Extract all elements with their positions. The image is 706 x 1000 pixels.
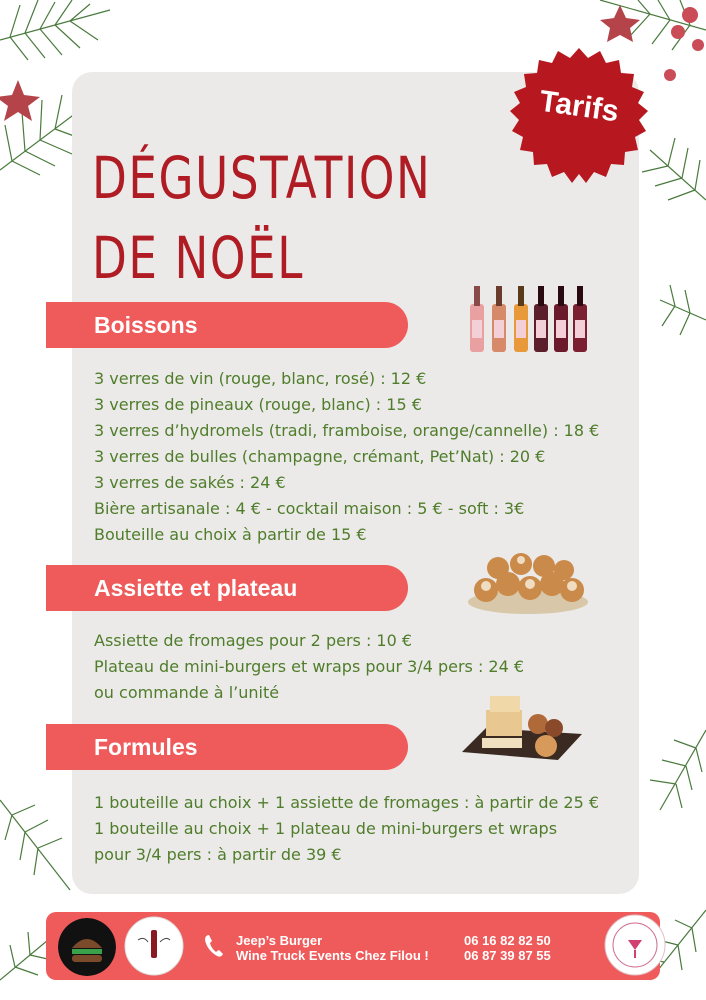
list-item: pour 3/4 pers : à partir de 39 € bbox=[94, 845, 342, 864]
footer-name-2: Wine Truck Events Chez Filou ! bbox=[236, 948, 429, 963]
section-heading-boissons: Boissons bbox=[46, 302, 408, 348]
jeeps-burger-logo bbox=[58, 918, 116, 976]
page-title bbox=[92, 138, 431, 298]
footer-phone-2: 06 87 39 87 55 bbox=[464, 948, 551, 963]
wine-truck-events-logo bbox=[124, 916, 184, 976]
list-item: ou commande à l’unité bbox=[94, 683, 280, 702]
list-item: Plateau de mini-burgers et wraps pour 3/4 pers : 24 € bbox=[94, 657, 525, 676]
list-item: Assiette de fromages pour 2 pers : 10 € bbox=[94, 631, 413, 650]
phone-icon bbox=[204, 934, 224, 958]
footer-name-1: Jeep’s Burger bbox=[236, 933, 323, 948]
list-item: 3 verres de sakés : 24 € bbox=[94, 473, 286, 492]
list-item: Bière artisanale : 4 € - cocktail maison : 5 € - soft : 3€ bbox=[94, 499, 525, 518]
footer-phone-1: 06 16 82 82 50 bbox=[464, 933, 551, 948]
list-formules bbox=[94, 790, 599, 868]
list-boissons bbox=[94, 366, 599, 548]
section-heading-formules: Formules bbox=[46, 724, 408, 770]
list-item: 3 verres de bulles (champagne, crémant, Pet’Nat) : 20 € bbox=[94, 447, 546, 466]
list-item: 3 verres de vin (rouge, blanc, rosé) : 12 € bbox=[94, 369, 427, 388]
title-line-2: DE NOËL bbox=[92, 224, 304, 292]
mini-burgers-image bbox=[466, 544, 590, 616]
footer-phones bbox=[464, 933, 551, 963]
list-item: 1 bouteille au choix + 1 plateau de mini-burgers et wraps bbox=[94, 819, 558, 838]
list-item: 1 bouteille au choix + 1 assiette de fromages : à partir de 25 € bbox=[94, 793, 600, 812]
partner-logo bbox=[604, 914, 666, 976]
list-item: 3 verres de pineaux (rouge, blanc) : 15 € bbox=[94, 395, 422, 414]
tarifs-badge: Tarifs bbox=[537, 84, 621, 129]
title-line-1: DÉGUSTATION bbox=[92, 144, 432, 212]
list-item: 3 verres d’hydromels (tradi, framboise, orange/cannelle) : 18 € bbox=[94, 421, 600, 440]
section-heading-assiette: Assiette et plateau bbox=[46, 565, 408, 611]
list-item: Bouteille au choix à partir de 15 € bbox=[94, 525, 367, 544]
footer-names bbox=[236, 933, 429, 963]
wine-bottles-image bbox=[466, 284, 592, 354]
cheese-board-image bbox=[458, 688, 582, 762]
